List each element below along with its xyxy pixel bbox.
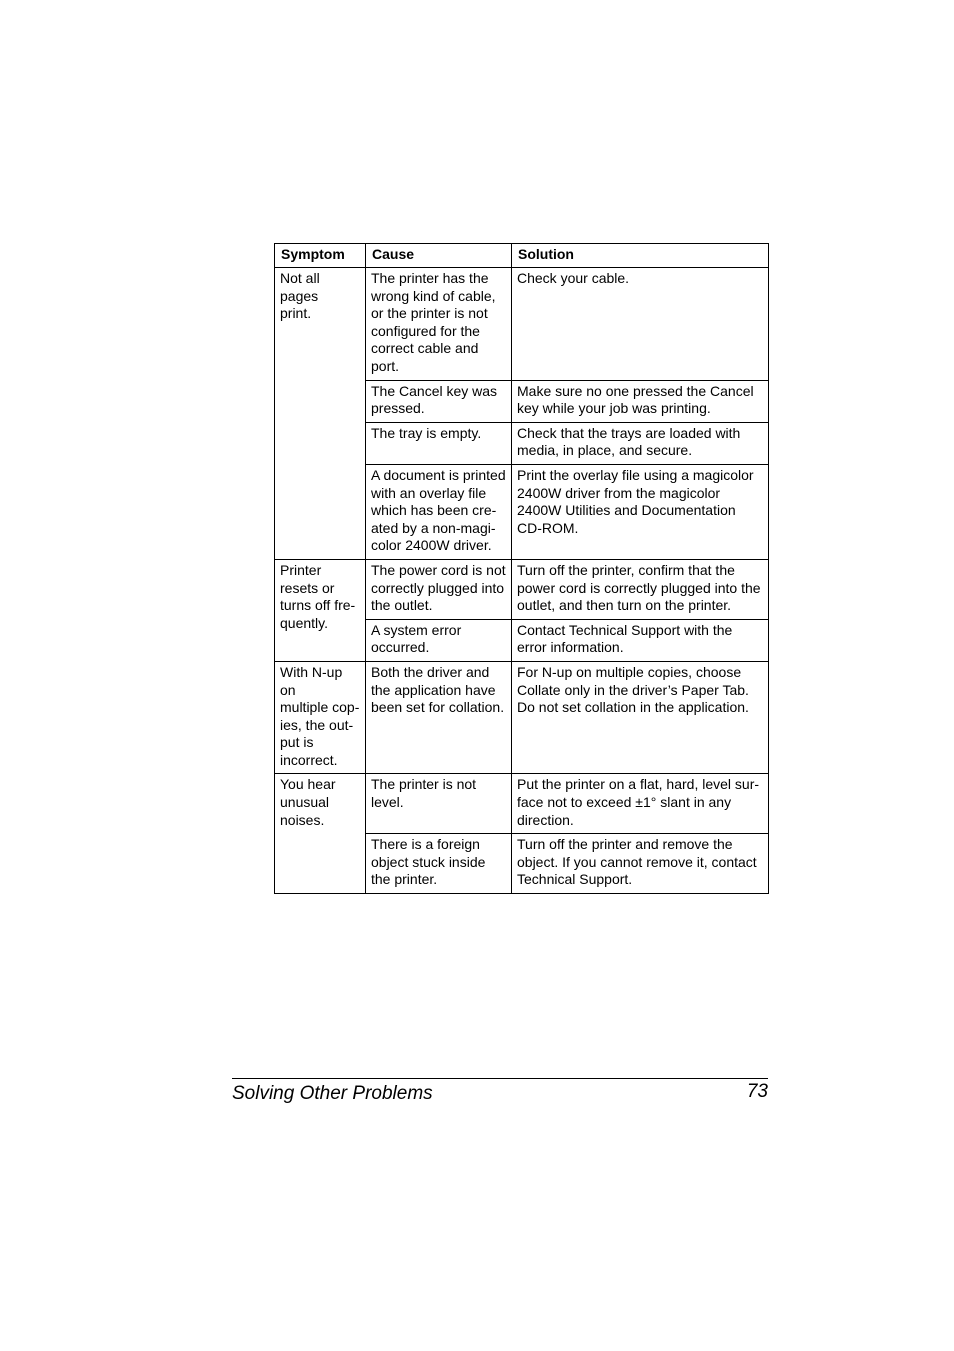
solution-cell: Contact Technical Support with the error information. bbox=[512, 619, 769, 661]
cause-cell: The printer is not level. bbox=[366, 774, 512, 834]
symptom-cell: Not all pages print. bbox=[275, 268, 366, 560]
header-solution: Solution bbox=[512, 244, 769, 268]
solution-cell: Put the printer on a flat, hard, level sur- face not to exceed ±1° slant in any direction. bbox=[512, 774, 769, 834]
solution-cell: Check that the trays are loaded with media, in place, and secure. bbox=[512, 422, 769, 464]
symptom-cell: Printer resets or turns off fre- quently. bbox=[275, 559, 366, 661]
cause-cell: The power cord is not correctly plugged into the outlet. bbox=[366, 559, 512, 619]
cause-cell: The Cancel key was pressed. bbox=[366, 380, 512, 422]
footer-section-title: Solving Other Problems bbox=[232, 1083, 433, 1104]
page-number: 73 bbox=[746, 1081, 768, 1102]
table-header-row bbox=[275, 244, 769, 268]
troubleshooting-table bbox=[274, 243, 769, 894]
cause-cell: There is a foreign object stuck inside the printer. bbox=[366, 834, 512, 894]
solution-cell: Check your cable. bbox=[512, 268, 769, 381]
cause-cell: The printer has the wrong kind of cable, or the printer is not configured for the correct cable and port. bbox=[366, 268, 512, 381]
solution-cell: For N-up on multiple copies, choose Collate only in the driver’s Paper Tab. Do not set collation in the application. bbox=[512, 661, 769, 774]
solution-cell: Make sure no one pressed the Cancel key while your job was printing. bbox=[512, 380, 769, 422]
table-row bbox=[275, 268, 769, 381]
footer-divider bbox=[232, 1078, 768, 1079]
cause-cell: Both the driver and the application have been set for collation. bbox=[366, 661, 512, 774]
table-row bbox=[275, 774, 769, 834]
cause-cell: A document is printed with an overlay file which has been cre- ated by a non-magi- color 2400W driver. bbox=[366, 464, 512, 559]
header-cause: Cause bbox=[366, 244, 512, 268]
solution-cell: Turn off the printer and remove the object. If you cannot remove it, contact Technical Support. bbox=[512, 834, 769, 894]
header-symptom: Symptom bbox=[275, 244, 366, 268]
table-row bbox=[275, 661, 769, 774]
cause-cell: A system error occurred. bbox=[366, 619, 512, 661]
solution-cell: Print the overlay file using a magicolor 2400W driver from the magicolor 2400W Utilities and Documentation CD-ROM. bbox=[512, 464, 769, 559]
table-row bbox=[275, 559, 769, 619]
solution-cell: Turn off the printer, confirm that the power cord is correctly plugged into the outlet, and then turn on the printer. bbox=[512, 559, 769, 619]
symptom-cell: You hear unusual noises. bbox=[275, 774, 366, 894]
symptom-cell: With N-up on multiple cop- ies, the out- put is incorrect. bbox=[275, 661, 366, 774]
cause-cell: The tray is empty. bbox=[366, 422, 512, 464]
